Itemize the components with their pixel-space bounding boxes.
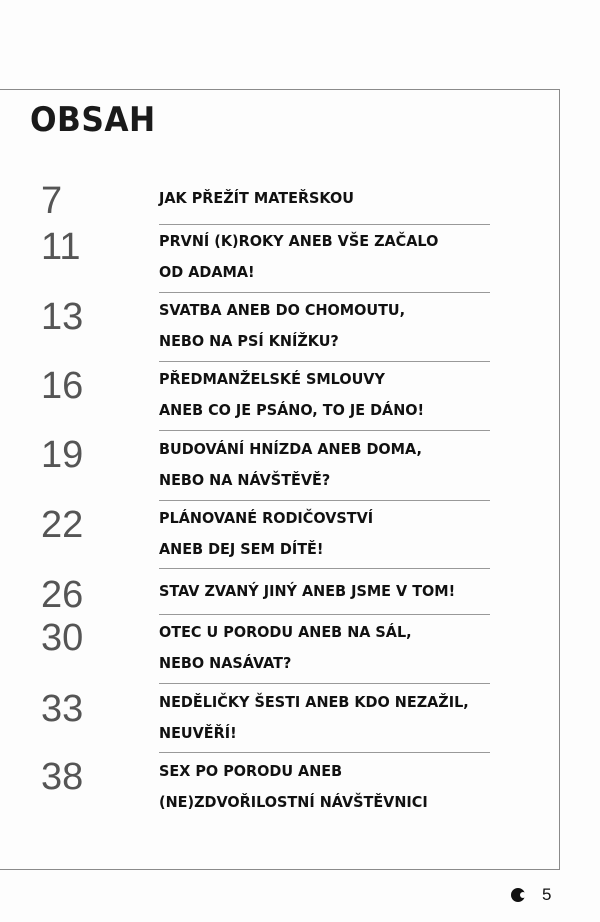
divider bbox=[159, 224, 490, 225]
divider bbox=[159, 683, 490, 684]
toc-entry-title: NEDĚLIČKY ŠESTI ANEB KDO NEZAŽIL, NEUVĚŘÍ! bbox=[159, 693, 469, 742]
toc-entry-title: PŘEDMANŽELSKÉ SMLOUVY ANEB CO JE PSÁNO, TO JE DÁNO! bbox=[159, 370, 425, 419]
divider bbox=[159, 361, 490, 362]
toc-entry-title: OTEC U PORODU ANEB NA SÁL, NEBO NASÁVAT? bbox=[159, 623, 412, 672]
toc-entry-title: SEX PO PORODU ANEB (NE)ZDVOŘILOSTNÍ NÁVŠTĚVNICI bbox=[159, 762, 428, 811]
toc-page-number: 26 bbox=[41, 574, 84, 616]
toc-entry-title: JAK PŘEŽÍT MATEŘSKOU bbox=[159, 189, 354, 207]
toc-page-number: 38 bbox=[41, 756, 84, 798]
divider bbox=[159, 568, 490, 569]
toc-page-number: 11 bbox=[41, 226, 81, 268]
divider bbox=[159, 752, 490, 753]
page-title: OBSAH bbox=[30, 100, 156, 140]
toc-entry-title: BUDOVÁNÍ HNÍZDA ANEB DOMA, NEBO NA NÁVŠTĚVĚ? bbox=[159, 440, 422, 489]
toc-page-number: 30 bbox=[41, 617, 84, 659]
toc-page-number: 13 bbox=[41, 296, 84, 338]
toc-page-number: 7 bbox=[41, 180, 63, 222]
toc-entry-title: PLÁNOVANÉ RODIČOVSTVÍ ANEB DEJ SEM DÍTĚ! bbox=[159, 509, 374, 558]
toc-entry-title: STAV ZVANÝ JINÝ ANEB JSME V TOM! bbox=[159, 582, 456, 600]
toc-page-number: 19 bbox=[41, 434, 84, 476]
page-number: 5 bbox=[542, 885, 552, 904]
toc-entry-title: PRVNÍ (K)ROKY ANEB VŠE ZAČALO OD ADAMA! bbox=[159, 232, 439, 281]
divider bbox=[159, 614, 490, 615]
toc-page-number: 22 bbox=[41, 504, 84, 546]
toc-entry-title: SVATBA ANEB DO CHOMOUTU, NEBO NA PSÍ KNÍŽKU? bbox=[159, 301, 406, 350]
toc-page-number: 16 bbox=[41, 365, 84, 407]
toc-page-number: 33 bbox=[41, 688, 84, 730]
divider bbox=[159, 292, 490, 293]
divider bbox=[159, 500, 490, 501]
divider bbox=[159, 430, 490, 431]
bullet-icon bbox=[511, 888, 525, 902]
